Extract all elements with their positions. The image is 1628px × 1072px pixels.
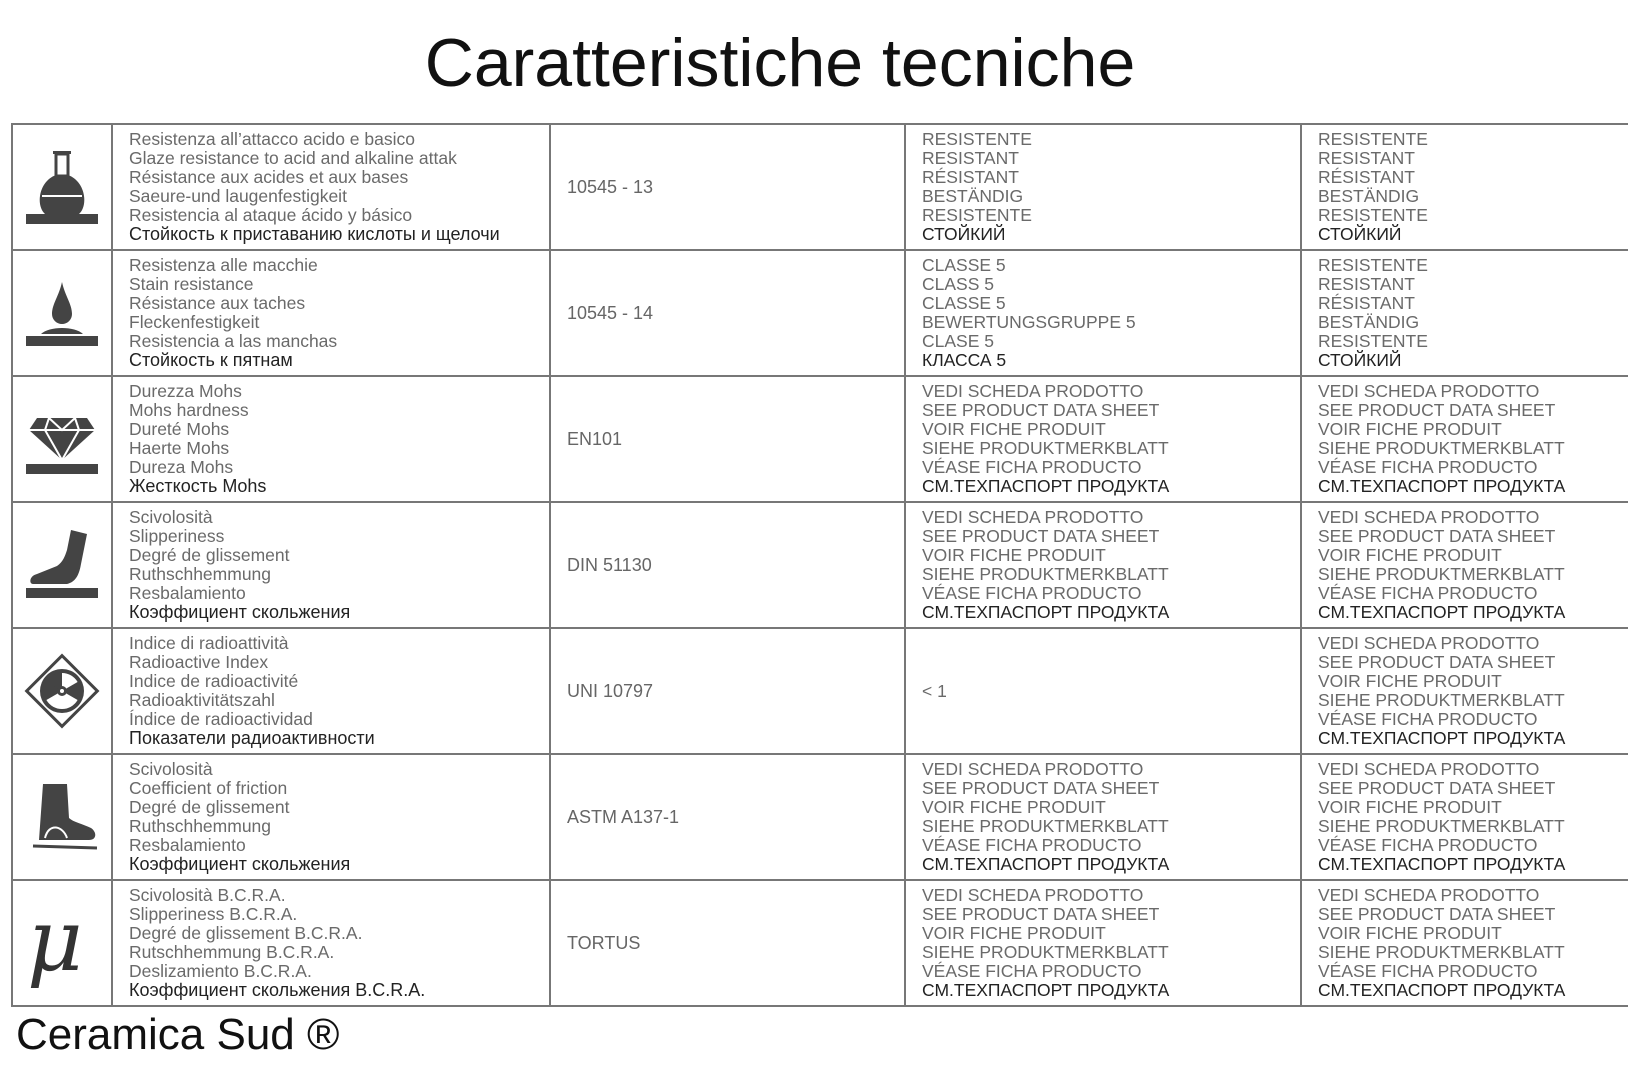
property-cell-line: Saeure-und laugenfestigkeit — [129, 186, 347, 206]
value-cell-1 — [905, 502, 1301, 628]
property-cell-line: Slipperiness — [129, 526, 225, 546]
value-cell-1 — [905, 880, 1301, 1006]
value-cell-2-line: VOIR FICHE PRODUIT — [1318, 419, 1502, 439]
value-cell-1 — [905, 124, 1301, 250]
property-cell-line: Indice de radioactivité — [129, 671, 299, 691]
value-cell-2-line: VOIR FICHE PRODUIT — [1318, 545, 1502, 565]
value-cell-2-line: SIEHE PRODUKTMERKBLATT — [1318, 816, 1565, 836]
value-cell-1-line: СМ.ТЕХПАСПОРТ ПРОДУКТА — [922, 602, 1170, 622]
value-cell-2 — [1301, 250, 1628, 376]
value-cell-2-line: VEDI SCHEDA PRODOTTO — [1318, 633, 1540, 653]
value-cell-1 — [905, 754, 1301, 880]
value-cell-1-line: СМ.ТЕХПАСПОРТ ПРОДУКТА — [922, 854, 1170, 874]
property-cell-line: Resbalamiento — [129, 583, 246, 603]
value-cell-2-line: VEDI SCHEDA PRODOTTO — [1318, 381, 1540, 401]
property-cell — [112, 628, 550, 754]
property-cell-line: Ruthschhemmung — [129, 564, 272, 584]
value-cell-2-line: SEE PRODUCT DATA SHEET — [1318, 400, 1556, 420]
value-cell-2-line: СМ.ТЕХПАСПОРТ ПРОДУКТА — [1318, 476, 1566, 496]
property-cell-line: Коэффициент скольжения B.C.R.A. — [129, 980, 426, 1000]
property-cell-line: Stain resistance — [129, 274, 254, 294]
value-cell-1-line: RESISTENTE — [922, 129, 1032, 149]
value-cell-1-line: СТОЙКИЙ — [922, 224, 1006, 244]
property-cell-line: Slipperiness B.C.R.A. — [129, 904, 298, 924]
mu-icon — [12, 880, 112, 1006]
value-cell-2-line: SIEHE PRODUKTMERKBLATT — [1318, 438, 1565, 458]
value-cell-1-line: VEDI SCHEDA PRODOTTO — [922, 381, 1144, 401]
norm-cell: 10545 - 14 — [550, 250, 905, 376]
norm-cell: DIN 51130 — [550, 502, 905, 628]
table-row — [12, 754, 1628, 880]
property-cell-line: Fleckenfestigkeit — [129, 312, 260, 332]
value-cell-1-line: VOIR FICHE PRODUIT — [922, 545, 1106, 565]
value-cell-2-line: СТОЙКИЙ — [1318, 224, 1402, 244]
norm-cell: TORTUS — [550, 880, 905, 1006]
value-cell-1 — [905, 628, 1301, 754]
value-cell-1 — [905, 250, 1301, 376]
drop-icon — [12, 250, 112, 376]
value-cell-1-line: < 1 — [922, 680, 947, 701]
value-cell-2-line: SIEHE PRODUKTMERKBLATT — [1318, 690, 1565, 710]
brand-footer: Ceramica Sud ® — [16, 1010, 340, 1059]
property-cell-line: Resistencia a las manchas — [129, 331, 338, 351]
value-cell-2-line: VEDI SCHEDA PRODOTTO — [1318, 507, 1540, 527]
value-cell-2-line: SEE PRODUCT DATA SHEET — [1318, 652, 1556, 672]
value-cell-1-line: SIEHE PRODUKTMERKBLATT — [922, 564, 1169, 584]
value-cell-2-line: SEE PRODUCT DATA SHEET — [1318, 526, 1556, 546]
property-cell-line: Scivolosità — [129, 507, 213, 527]
property-cell-line: Durezza Mohs — [129, 381, 242, 401]
table-row — [12, 124, 1628, 250]
value-cell-2-line: RÉSISTANT — [1318, 167, 1415, 187]
value-cell-1-line: CLASSE 5 — [922, 293, 1006, 313]
boot-icon — [12, 754, 112, 880]
value-cell-2-line: SIEHE PRODUKTMERKBLATT — [1318, 942, 1565, 962]
value-cell-2-line: VOIR FICHE PRODUIT — [1318, 923, 1502, 943]
value-cell-2-line: VEDI SCHEDA PRODOTTO — [1318, 885, 1540, 905]
value-cell-1-line: SIEHE PRODUKTMERKBLATT — [922, 816, 1169, 836]
property-cell — [112, 754, 550, 880]
property-cell-line: Degré de glissement — [129, 797, 290, 817]
diamond-icon — [12, 376, 112, 502]
table-row — [12, 628, 1628, 754]
property-cell-line: Haerte Mohs — [129, 438, 230, 458]
value-cell-2-line: СМ.ТЕХПАСПОРТ ПРОДУКТА — [1318, 602, 1566, 622]
property-cell-line: Résistance aux acides et aux bases — [129, 167, 409, 187]
value-cell-2-line: VEDI SCHEDA PRODOTTO — [1318, 759, 1540, 779]
value-cell-1-line: SEE PRODUCT DATA SHEET — [922, 526, 1160, 546]
property-cell-line: Resistenza all’attacco acido e basico — [129, 129, 415, 149]
value-cell-2-line: СМ.ТЕХПАСПОРТ ПРОДУКТА — [1318, 728, 1566, 748]
value-cell-2-line: SEE PRODUCT DATA SHEET — [1318, 904, 1556, 924]
value-cell-2-line: VOIR FICHE PRODUIT — [1318, 671, 1502, 691]
value-cell-2 — [1301, 502, 1628, 628]
value-cell-1-line: VOIR FICHE PRODUIT — [922, 419, 1106, 439]
property-cell-line: Radioaktivitätszahl — [129, 690, 275, 710]
table-row — [12, 502, 1628, 628]
value-cell-1-line: VOIR FICHE PRODUIT — [922, 923, 1106, 943]
value-cell-1-line: SIEHE PRODUKTMERKBLATT — [922, 438, 1169, 458]
value-cell-1-line: BESTÄNDIG — [922, 186, 1024, 206]
value-cell-1-line: SEE PRODUCT DATA SHEET — [922, 778, 1160, 798]
property-cell-line: Resbalamiento — [129, 835, 246, 855]
property-cell-line: Radioactive Index — [129, 652, 269, 672]
value-cell-2-line: VÉASE FICHA PRODUCTO — [1318, 583, 1538, 603]
svg-text:μ: μ — [27, 898, 83, 988]
value-cell-1-line: VÉASE FICHA PRODUCTO — [922, 457, 1142, 477]
value-cell-1-line: RESISTENTE — [922, 205, 1032, 225]
table-row — [12, 880, 1628, 1006]
value-cell-2-line: RÉSISTANT — [1318, 293, 1415, 313]
value-cell-1-line: RÉSISTANT — [922, 167, 1019, 187]
norm-cell: UNI 10797 — [550, 628, 905, 754]
value-cell-1-line: BEWERTUNGSGRUPPE 5 — [922, 312, 1136, 332]
value-cell-2-line: RESISTENTE — [1318, 331, 1428, 351]
value-cell-2-line: SEE PRODUCT DATA SHEET — [1318, 778, 1556, 798]
value-cell-1-line: CLASSE 5 — [922, 255, 1006, 275]
property-cell-line: Стойкость к пятнам — [129, 350, 293, 370]
property-cell-line: Mohs hardness — [129, 400, 249, 420]
property-cell-line: Стойкость к приставанию кислоты и щелочи — [129, 224, 500, 244]
value-cell-2-line: СМ.ТЕХПАСПОРТ ПРОДУКТА — [1318, 980, 1566, 1000]
value-cell-1-line: SEE PRODUCT DATA SHEET — [922, 400, 1160, 420]
property-cell-line: Coefficient of friction — [129, 778, 288, 798]
value-cell-1-line: VÉASE FICHA PRODUCTO — [922, 583, 1142, 603]
value-cell-2-line: VÉASE FICHA PRODUCTO — [1318, 457, 1538, 477]
property-cell-line: Ruthschhemmung — [129, 816, 272, 836]
property-cell-line: Scivolosità — [129, 759, 213, 779]
property-cell-line: Коэффициент скольжения — [129, 602, 351, 622]
value-cell-2-line: RESISTENTE — [1318, 129, 1428, 149]
property-cell-line: Resistencia al ataque ácido y básico — [129, 205, 413, 225]
property-cell-line: Degré de glissement B.C.R.A. — [129, 923, 363, 943]
value-cell-2-line: BESTÄNDIG — [1318, 186, 1420, 206]
table-row — [12, 250, 1628, 376]
value-cell-2 — [1301, 124, 1628, 250]
property-cell-line: Rutschhemmung B.C.R.A. — [129, 942, 335, 962]
value-cell-2-line: RESISTENTE — [1318, 205, 1428, 225]
value-cell-1-line: СМ.ТЕХПАСПОРТ ПРОДУКТА — [922, 476, 1170, 496]
property-cell-line: Deslizamiento B.C.R.A. — [129, 961, 312, 981]
property-cell — [112, 502, 550, 628]
value-cell-1 — [905, 376, 1301, 502]
property-cell-line: Dureza Mohs — [129, 457, 234, 477]
radioactive-icon — [12, 628, 112, 754]
norm-cell: 10545 - 13 — [550, 124, 905, 250]
value-cell-2-line: BESTÄNDIG — [1318, 312, 1420, 332]
value-cell-2-line: VÉASE FICHA PRODUCTO — [1318, 709, 1538, 729]
value-cell-1-line: CLASE 5 — [922, 331, 994, 351]
value-cell-1-line: VÉASE FICHA PRODUCTO — [922, 835, 1142, 855]
value-cell-1-line: КЛАССА 5 — [922, 350, 1007, 370]
value-cell-2 — [1301, 880, 1628, 1006]
value-cell-1-line: SEE PRODUCT DATA SHEET — [922, 904, 1160, 924]
foot-slip-icon — [12, 502, 112, 628]
property-cell-line: Índice de radioactividad — [129, 709, 313, 729]
value-cell-2-line: СТОЙКИЙ — [1318, 350, 1402, 370]
value-cell-1-line: VEDI SCHEDA PRODOTTO — [922, 759, 1144, 779]
page-title: Caratteristiche tecniche — [424, 25, 1136, 101]
value-cell-2-line: VÉASE FICHA PRODUCTO — [1318, 835, 1538, 855]
property-cell-line: Коэффициент скольжения — [129, 854, 351, 874]
value-cell-2 — [1301, 754, 1628, 880]
value-cell-1-line: SIEHE PRODUKTMERKBLATT — [922, 942, 1169, 962]
value-cell-2 — [1301, 376, 1628, 502]
value-cell-2-line: RESISTENTE — [1318, 255, 1428, 275]
value-cell-2-line: RESISTANT — [1318, 274, 1415, 294]
value-cell-2-line: RESISTANT — [1318, 148, 1415, 168]
property-cell-line: Degré de glissement — [129, 545, 290, 565]
property-cell-line: Показатели радиоактивности — [129, 728, 375, 748]
value-cell-2-line: VÉASE FICHA PRODUCTO — [1318, 961, 1538, 981]
value-cell-1-line: RESISTANT — [922, 148, 1019, 168]
property-cell-line: Scivolosità B.C.R.A. — [129, 885, 286, 905]
value-cell-1-line: CLASS 5 — [922, 274, 994, 294]
property-cell-line: Glaze resistance to acid and alkaline attak — [129, 148, 457, 168]
property-cell — [112, 376, 550, 502]
property-cell — [112, 250, 550, 376]
property-cell — [112, 124, 550, 250]
value-cell-1-line: VÉASE FICHA PRODUCTO — [922, 961, 1142, 981]
property-cell-line: Indice di radioattività — [129, 633, 289, 653]
specs-table — [11, 123, 1628, 1007]
value-cell-1-line: VEDI SCHEDA PRODOTTO — [922, 885, 1144, 905]
norm-cell: EN101 — [550, 376, 905, 502]
flask-icon — [12, 124, 112, 250]
property-cell — [112, 880, 550, 1006]
value-cell-2-line: СМ.ТЕХПАСПОРТ ПРОДУКТА — [1318, 854, 1566, 874]
property-cell-line: Dureté Mohs — [129, 419, 230, 439]
value-cell-2-line: VOIR FICHE PRODUIT — [1318, 797, 1502, 817]
norm-cell: ASTM A137-1 — [550, 754, 905, 880]
value-cell-1-line: VOIR FICHE PRODUIT — [922, 797, 1106, 817]
value-cell-1-line: СМ.ТЕХПАСПОРТ ПРОДУКТА — [922, 980, 1170, 1000]
property-cell-line: Resistenza alle macchie — [129, 255, 318, 275]
value-cell-1-line: VEDI SCHEDA PRODOTTO — [922, 507, 1144, 527]
value-cell-2-line: SIEHE PRODUKTMERKBLATT — [1318, 564, 1565, 584]
table-row — [12, 376, 1628, 502]
value-cell-2 — [1301, 628, 1628, 754]
property-cell-line: Résistance aux taches — [129, 293, 306, 313]
property-cell-line: Жесткость Mohs — [129, 476, 267, 496]
